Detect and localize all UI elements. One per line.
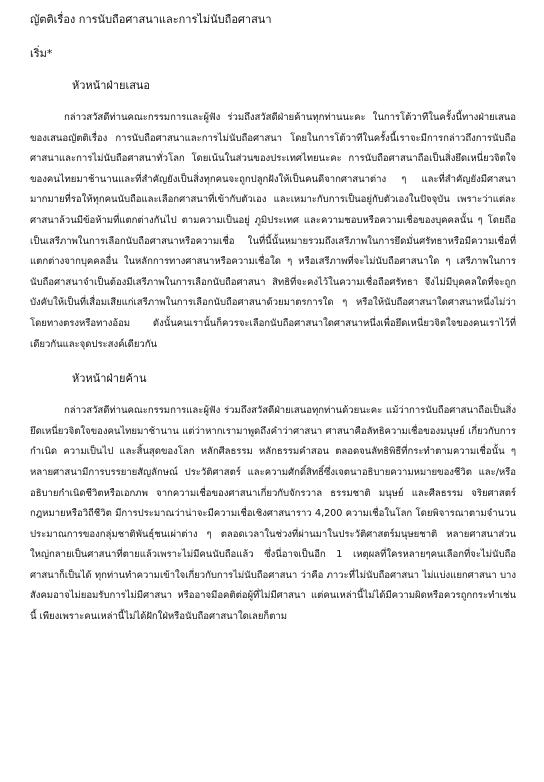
section-heading-proposer: หัวหน้าฝ่ายเสนอ — [72, 79, 151, 92]
section-paragraph-proposer: กล่าวสวัสดีท่านคณะกรรมการและผู้ฟัง ร่วมถึงสวัสดีฝ่ายค้านทุกท่านนะคะ ในการโต้วาทีในครั้งนี้ทางฝ่ายเสนอของเสนอญัตติเรื่อง การนับถือศาสนาและการไม่นับถือศาสนา โดยในการโต้วาทีในครั้งนี้เราจะมีการกล่าวถึงการนับถือศาสนาและการไม่นับถือศาสนาทั่วโลก โดยเน้นในส่วนของประเทศไทยนะคะ การนับถือศาสนาถือเป็นสิ่งยึดเหนี่ยวจิตใจของคนไทยมาช้านานและที่สำคัญยังเป็นสิ่งทุกคนจะถูกปลูกฝังให้เป็นคนดีจากศาสนาต่าง ๆ และที่สำคัญยังมีศาสนามากมายที่รอให้ทุกคนนับถือและเลือกศาสนาที่เข้ากับตัวเอง และเหมาะกับการเป็นอยู่กับตัวเองในปัจจุบัน เพราะว่าแต่ละศาสนาล้วนมีข้อห้ามที่แตกต่างกันไป ตามความเป็นอยู่ ภูมิประเทศ และความชอบหรือความเชื่อของบุคคลนั้น ๆ โดยถือเป็นเสรีภาพในการเลือกนับถือศาสนาหรือความเชื่อ ในที่นี้นั้นหมายรวมถึงเสรีภาพในการยึดมั่นศรัทธาหรือมีความเชื่อที่แตกต่างจากบุคคลอื่น ในหลักการทางศาสนาหรือความเชื่อใด ๆ หรือเสรีภาพที่จะไม่นับถือศาสนาใด ๆ เสรีภาพในการ นับถือศาสนาจำเป็นต้องมีเสรีภาพในการเลือกนับถือศาสนา สิทธิที่จะคงไว้ในความเชื่อถือศรัทธา จึงไม่มีบุคคลใดที่จะถูกบังคับให้เป็นที่เสื่อมเสียแก่เสรีภาพในการเลือกนับถือศาสนาด้วยมาตรการใด ๆ หรือให้นับถือศาสนาใดศาสนาหนึ่งไม่ว่าโดยทางตรงหรือทางอ้อม ดังนั้นคนเรานั้นก็ควรจะเลือกนับถือศาสนาใดศาสนาหนึ่งเพื่อยึดเหนี่ยวจิตใจของคนเราไว้ที่เดียวกันและจุดประสงค์เดียวกัน — [30, 112, 516, 350]
section-heading-opposition: หัวหน้าฝ่ายค้าน — [72, 372, 147, 386]
document-title: ญัตติเรื่อง การนับถือศาสนาและการไม่นับถือศาสนา — [30, 13, 272, 26]
start-label: เริ่ม* — [30, 47, 53, 60]
section-paragraph-opposition: กล่าวสวัสดีท่านคณะกรรมการและผู้ฟัง ร่วมถึงสวัสดีฝ่ายเสนอทุกท่านด้วยนะคะ แม้ว่าการนับถือศาสนาถือเป็นสิ่งยึดเหนี่ยวจิตใจของคนไทยมาช้านาน แต่ว่าหากเรามาพูดถึงคำว่าศาสนา ศาสนาคือลัทธิความเชื่อของมนุษย์ เกี่ยวกับการกำเนิด ความเป็นไป และสิ้นสุดของโลก หลักศีลธรรม หลักธรรมคำสอน ตลอดจนลัทธิพิธีที่กระทำตามความเชื่อนั้น ๆ หลายศาสนามีการบรรยายสัญลักษณ์ ประวัติศาสตร์ และความศักดิ์สิทธิ์ซึ่งเจตนาอธิบายความหมายของชีวิต และ/หรืออธิบายกำเนิดชีวิตหรือเอกภพ จากความเชื่อของศาสนาเกี่ยวกับจักรวาล ธรรมชาติ มนุษย์ และศีลธรรม จริยศาสตร์ กฎหมายหรือวิถีชีวิต มีการประมาณว่าน่าจะมีความเชื่อเชิงศาสนาราว 4,200 ความเชื่อในโลก โดยพิจารณาตามจำนวนประมาณการของกลุ่มชาติพันธุ์ชนเผ่าต่าง ๆ ตลอดเวลาในช่วงที่ผ่านมาในประวัติศาสตร์มนุษยชาติ หลายศาสนาส่วนใหญ่กลายเป็นศาสนาที่ตายแล้วเพราะไม่มีคนนับถือแล้ว ซึ่งนี่อาจเป็นอีก 1 เหตุผลที่ใครหลายๆคนเลือกที่จะไม่นับถือศาสนาก็เป็นได้ ทุกท่านทำความเข้าใจเกี่ยวกับการไม่นับถือศาสนา ว่าคือ ภาวะที่ไม่นับถือศาสนา ไม่แบ่งแยกศาสนา บางสังคมอาจไม่ยอมรับการไม่มีศาสนา หรืออาจมีอคติต่อผู้ที่ไม่มีศาสนา แต่คนเหล่านี้ไม่ได้มีความผิดหรือควรถูกกระทำเช่นนี้ เพียงเพราะคนเหล่านี้ไม่ได้ฝักใฝ่หรือนับถือศาสนาใดเลยก็ตาม — [30, 405, 516, 623]
